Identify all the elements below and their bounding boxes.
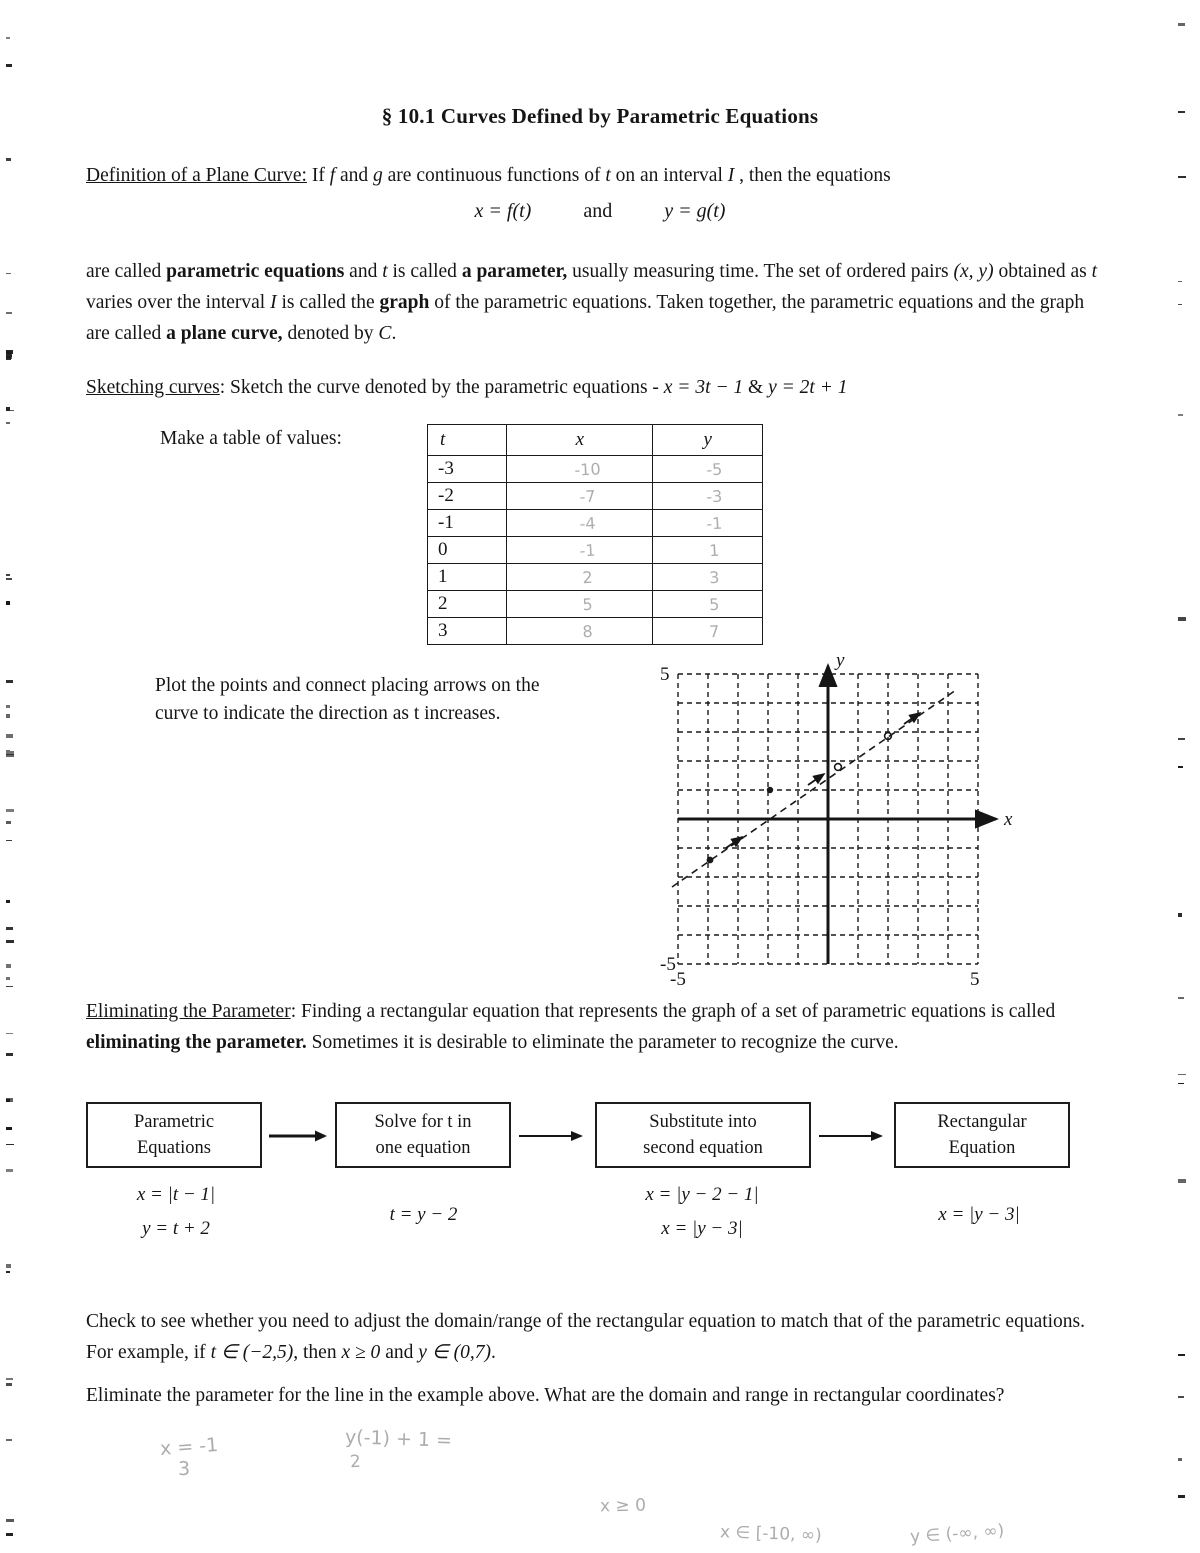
table-row [428,591,763,618]
equation-y-of-t: y = g(t) [664,200,726,222]
scan-artifact-dash [1178,1396,1184,1398]
cell-t: 3 [428,618,507,645]
scan-artifact-dash [1178,1495,1185,1498]
handwritten-note: x ≥ 0 [599,1495,647,1517]
eliminating-b1: eliminating the parameter. [86,1032,307,1053]
flow-formula-rectangular [886,1198,1072,1232]
cell-y [653,564,763,591]
handwritten-x-value: 5 [582,594,594,614]
y-tick-bottom: -5 [660,954,676,975]
scan-artifact-dash [1178,617,1186,621]
check-p4: . [490,1342,496,1363]
called-b3: graph [379,292,430,313]
flow-formula-solve-t [336,1198,511,1232]
scan-artifact-dash [6,964,11,968]
scan-artifact-dash [6,754,14,757]
sketching-curves-line [86,372,1116,403]
flow-formula-line1: x = |t − 1| [136,1184,216,1205]
handwritten-y-value: 5 [709,594,721,614]
handwritten-x-value: -1 [579,540,597,560]
handwritten-x-value: -10 [574,458,602,480]
flow-formula-line1: t = y − 2 [389,1204,458,1225]
flow-box-line1: Rectangular [937,1112,1027,1132]
handwritten-y-value: 3 [709,567,721,587]
scan-artifact-dash [1178,1458,1182,1461]
flow-box-line2: one equation [375,1138,471,1158]
check-p1: Check to see whether you need to adjust the domain/range of the rectangular equation to match that of the parametric equations. For example, if [86,1311,1086,1363]
scan-artifact-dash [6,1383,12,1386]
table-row [428,564,763,591]
called-b2: a parameter, [461,261,568,282]
flow-arrow-1-icon [269,1130,327,1142]
scan-artifact-dash [6,601,10,605]
handwritten-note: 2 [349,1451,362,1473]
scan-artifact-dash [1178,176,1186,178]
cell-t: -1 [428,510,507,537]
handwritten-y-value: 7 [709,621,721,641]
handwritten-x-value: -7 [579,486,597,506]
table-of-values-label: Make a table of values: [160,428,342,449]
cell-x [507,564,653,591]
cell-x [507,591,653,618]
flow-box-line1: Substitute into [649,1112,757,1132]
values-table [427,424,763,645]
flow-formula-substitute [596,1178,808,1246]
called-b4: a plane curve, [166,323,283,344]
cell-t: 1 [428,564,507,591]
called-p5: obtained as [993,261,1092,282]
check-domain-range-paragraph [86,1306,1098,1368]
parametric-equations-paragraph [86,256,1098,349]
scan-artifact-dash [6,977,10,980]
definition-and: and [335,165,374,186]
y-tick-top: 5 [660,664,670,685]
scan-artifact-dash [1178,23,1185,26]
called-i4: I [270,292,277,313]
scan-artifact-dash [6,407,10,411]
cell-x [507,483,653,510]
handwritten-note: y(-1) + 1 = [344,1426,453,1452]
scan-artifact-dash [6,1169,13,1172]
parametric-curve-graph [660,652,1020,987]
cell-y [653,456,763,483]
handwritten-note: x = -1 [159,1433,219,1461]
scan-artifact-dash [1178,997,1184,999]
scan-artifact-dash [6,714,10,718]
eliminating-parameter-paragraph [86,996,1098,1058]
called-p8: of the parametric equations. Taken together, the parametric equations and the graph are called [86,292,1085,344]
definition-lead-3: on an interval [610,165,728,186]
scan-artifact-dash [6,840,12,841]
called-b1: parametric equations [166,261,345,282]
handwritten-note: 3 [177,1457,191,1481]
handwritten-y-value: -1 [706,513,724,533]
called-p3: is called [387,261,462,282]
flow-box-line1: Parametric [133,1112,215,1132]
called-i2: (x, y) [953,261,994,282]
x-axis-label: x [1004,809,1013,830]
check-m3: y ∈ (0,7) [418,1342,491,1363]
scan-artifact-dash [1178,913,1182,917]
definition-lead-2: are continuous functions of [382,165,606,186]
x-tick-left: -5 [670,969,686,987]
symbol-I: I [727,165,735,186]
cell-x [507,456,653,483]
sketch-equation-y: y = 2t + 1 [768,377,848,398]
definition-heading: Definition of a Plane Curve: [86,165,307,186]
flow-arrow-2-icon [519,1130,583,1142]
flow-box-line2: second equation [643,1138,763,1158]
plot-instruction-text: Plot the points and connect placing arrows on the curve to indicate the direction as t increases. [155,675,540,724]
flow-formula-line1: x = |y − 3| [938,1204,1020,1225]
cell-y [653,510,763,537]
scan-artifact-dash [6,734,13,738]
cell-t: -2 [428,483,507,510]
handwritten-y-value: -3 [706,486,724,506]
called-i5: C [378,323,392,344]
scan-artifact-dash [6,1271,10,1273]
handwritten-x-value: 8 [582,621,594,641]
cell-x [507,618,653,645]
page-title: § 10.1 Curves Defined by Parametric Equations [381,104,819,128]
scan-artifact-dash [6,1053,13,1056]
scan-artifact-dash [6,273,11,274]
cell-y [653,537,763,564]
cell-y [653,591,763,618]
scan-artifact-dash [6,1519,14,1522]
table-row [428,618,763,645]
scan-artifact-dash [6,574,10,576]
equation-x-of-t: x = f(t) [474,200,532,222]
flow-box-line2: Equation [948,1138,1016,1158]
eliminating-p1: : Finding a rectangular equation that represents the graph of a set of parametric equations is called [290,1001,1056,1022]
scan-artifact-dash [1178,304,1182,305]
column-header-x: x [507,425,653,456]
flow-box-solve-for-t [335,1102,511,1168]
scan-artifact-dash [6,1439,12,1441]
scan-artifact-dash [6,1144,14,1145]
flow-box-rectangular-equation [894,1102,1070,1168]
column-header-y: y [653,425,763,456]
scan-artifact-dash [6,356,11,360]
symbol-t: t [605,165,611,186]
scan-artifact-dash [6,821,11,824]
handwritten-note: x ∈ [-10, ∞) [719,1522,823,1546]
scan-artifact-dash [1178,766,1183,768]
check-p3: and [380,1342,419,1363]
called-p7: is called the [276,292,380,313]
scan-artifact-dash [6,1033,13,1034]
called-p2: and [344,261,383,282]
scan-artifact-dash [6,158,11,161]
table-row [428,456,763,483]
called-p10: . [391,323,397,344]
scan-artifact-dash [6,927,13,930]
eliminating-parameter-flowchart [86,1102,1098,1262]
table-row [428,483,763,510]
called-p1: are called [86,261,167,282]
called-i3: t [1091,261,1098,282]
cell-x [507,510,653,537]
handwritten-y-value: -5 [706,459,724,479]
cell-t: 2 [428,591,507,618]
scan-artifact-dash [6,680,13,683]
table-row [428,510,763,537]
scan-artifact-dash [6,1127,12,1130]
scan-edge-artifacts-left [4,0,18,1553]
flow-formula-parametric [96,1178,256,1246]
table-row [428,537,763,564]
sketching-heading: Sketching curves [86,377,220,398]
check-m1: t ∈ (−2,5) [210,1342,294,1363]
scan-artifact-dash [6,1378,13,1380]
scan-artifact-dash [6,37,10,39]
called-i1: t [382,261,388,282]
scan-artifact-dash [6,1533,13,1536]
handwritten-x-value: -4 [579,513,597,533]
eliminating-heading: Eliminating the Parameter [86,1001,291,1022]
cell-y [653,618,763,645]
sketch-equation-x: x = 3t − 1 [663,377,744,398]
parametric-curve [672,690,956,887]
cell-t: -3 [428,456,507,483]
definition-of-plane-curve [86,160,1116,191]
table-header-row [428,425,763,456]
scan-artifact-dash [1178,1074,1186,1075]
symbol-g: g [373,165,383,186]
eliminating-p2: Sometimes it is desirable to eliminate the parameter to recognize the curve. [306,1032,899,1053]
equation-conjunction: and [583,200,613,222]
definition-lead-4: , then the equations [734,165,891,186]
definition-equations [0,196,1200,227]
flow-formula-line2: x = |y − 3| [661,1218,743,1239]
column-header-t: t [428,425,507,456]
scan-artifact-dash [6,578,12,580]
flow-box-substitute [595,1102,811,1168]
scan-edge-artifacts-right [1176,0,1190,1553]
y-axis-label: y [836,652,845,671]
flow-box-line1: Solve for t in [374,1112,472,1132]
scan-artifact-dash [6,940,14,943]
scan-artifact-dash [6,312,12,314]
final-question: Eliminate the parameter for the line in the example above. What are the domain and range in rectangular coordinates? [86,1385,1005,1406]
called-p6: varies over the interval [86,292,271,313]
flow-arrow-3-icon [819,1130,883,1142]
flow-box-parametric-equations [86,1102,262,1168]
called-p4: usually measuring time. The set of ordered pairs [567,261,954,282]
called-p9: denoted by [282,323,379,344]
sketching-text: : Sketch the curve denoted by the parametric equations - [219,377,664,398]
scan-artifact-dash [1178,1083,1184,1084]
scan-artifact-dash [6,1264,11,1268]
symbol-f: f [329,165,336,186]
scan-artifact-dash [1178,281,1182,282]
scan-artifact-dash [1178,414,1183,416]
scan-artifact-dash [6,900,10,903]
scan-artifact-dash [1178,1354,1185,1356]
scan-artifact-dash [1178,1179,1186,1183]
scan-artifact-dash [6,986,13,987]
sketch-ampersand: & [743,377,769,398]
scan-artifact-dash [6,705,10,708]
handwritten-student-work [120,1428,1120,1548]
flow-formula-line1: x = |y − 2 − 1| [645,1184,759,1205]
x-tick-right: 5 [970,969,980,987]
scan-artifact-dash [6,422,10,424]
flow-formula-line2: y = t + 2 [142,1218,210,1239]
handwritten-x-value: 2 [582,567,594,587]
handwritten-note: y ∈ (-∞, ∞) [909,1520,1005,1548]
definition-lead-1: If [306,165,330,186]
cell-t: 0 [428,537,507,564]
check-m2: x ≥ 0 [341,1342,381,1363]
scan-artifact-dash [6,809,14,812]
check-p2: , then [293,1342,342,1363]
scan-artifact-dash [6,1099,10,1102]
cell-y [653,483,763,510]
scan-artifact-dash [1178,738,1185,740]
cell-x [507,537,653,564]
scan-artifact-dash [6,64,12,67]
flow-box-line2: Equations [137,1138,211,1158]
handwritten-y-value: 1 [709,540,721,560]
